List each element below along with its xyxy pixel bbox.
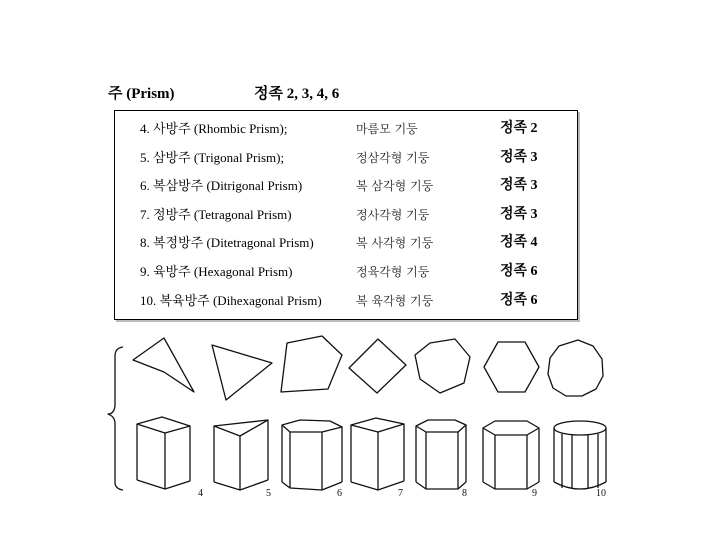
prism-name: 7. 정방주 (Tetragonal Prism) [140,207,292,222]
rhombic-prism [137,417,190,489]
prism-name: 8. 복정방주 (Ditetragonal Prism) [140,235,314,250]
dihexagonal-prism [554,421,606,489]
prism-name: 4. 사방주 (Rhombic Prism); [140,121,288,136]
symmetry-value: 정족 4 [500,235,538,250]
figure-label: 5 [266,488,271,499]
korean-description: 마름모 기둥 [356,122,418,136]
dihexagonal-section [548,340,603,396]
symmetry-value: 정족 3 [500,178,538,193]
figure-label: 7 [398,488,403,499]
symmetry-summary: 정족 2, 3, 4, 6 [254,86,340,102]
square-section [349,339,406,393]
tetragonal-prism [351,418,404,490]
prism-name: 10. 복육방주 (Dihexagonal Prism) [140,293,322,308]
hexagonal-prism [483,421,539,489]
ditrigonal-section [281,336,342,392]
bracket [108,347,123,490]
figure-label: 4 [198,488,203,499]
ditetragonal-prism [416,420,466,489]
symmetry-value: 정족 3 [500,207,538,222]
triangle-section [212,345,272,400]
rhombus-section [133,338,194,392]
symmetry-value: 정족 6 [500,293,538,308]
trigonal-prism [214,420,268,490]
symmetry-value: 정족 6 [500,264,538,279]
korean-description: 정사각형 기둥 [356,208,430,222]
korean-description: 복 육각형 기둥 [356,294,434,308]
symmetry-value: 정족 3 [500,150,538,165]
korean-description: 정삼각형 기둥 [356,151,430,165]
symmetry-value: 정족 2 [500,121,538,136]
korean-description: 정육각형 기둥 [356,265,430,279]
section-title: 주 (Prism) [108,86,175,102]
figure-label: 8 [462,488,467,499]
prism-name: 6. 복삼방주 (Ditrigonal Prism) [140,178,303,193]
figure-label: 10 [596,488,606,499]
prism-name: 9. 육방주 (Hexagonal Prism) [140,264,293,279]
korean-description: 복 사각형 기둥 [356,236,434,250]
figure-label: 9 [532,488,537,499]
prism-name: 5. 삼방주 (Trigonal Prism); [140,150,285,165]
ditetragonal-section [415,339,470,393]
ditrigonal-prism [282,420,342,490]
hexagon-section [484,342,539,392]
figure-label: 6 [337,488,342,499]
korean-description: 복 삼각형 기둥 [356,179,434,193]
